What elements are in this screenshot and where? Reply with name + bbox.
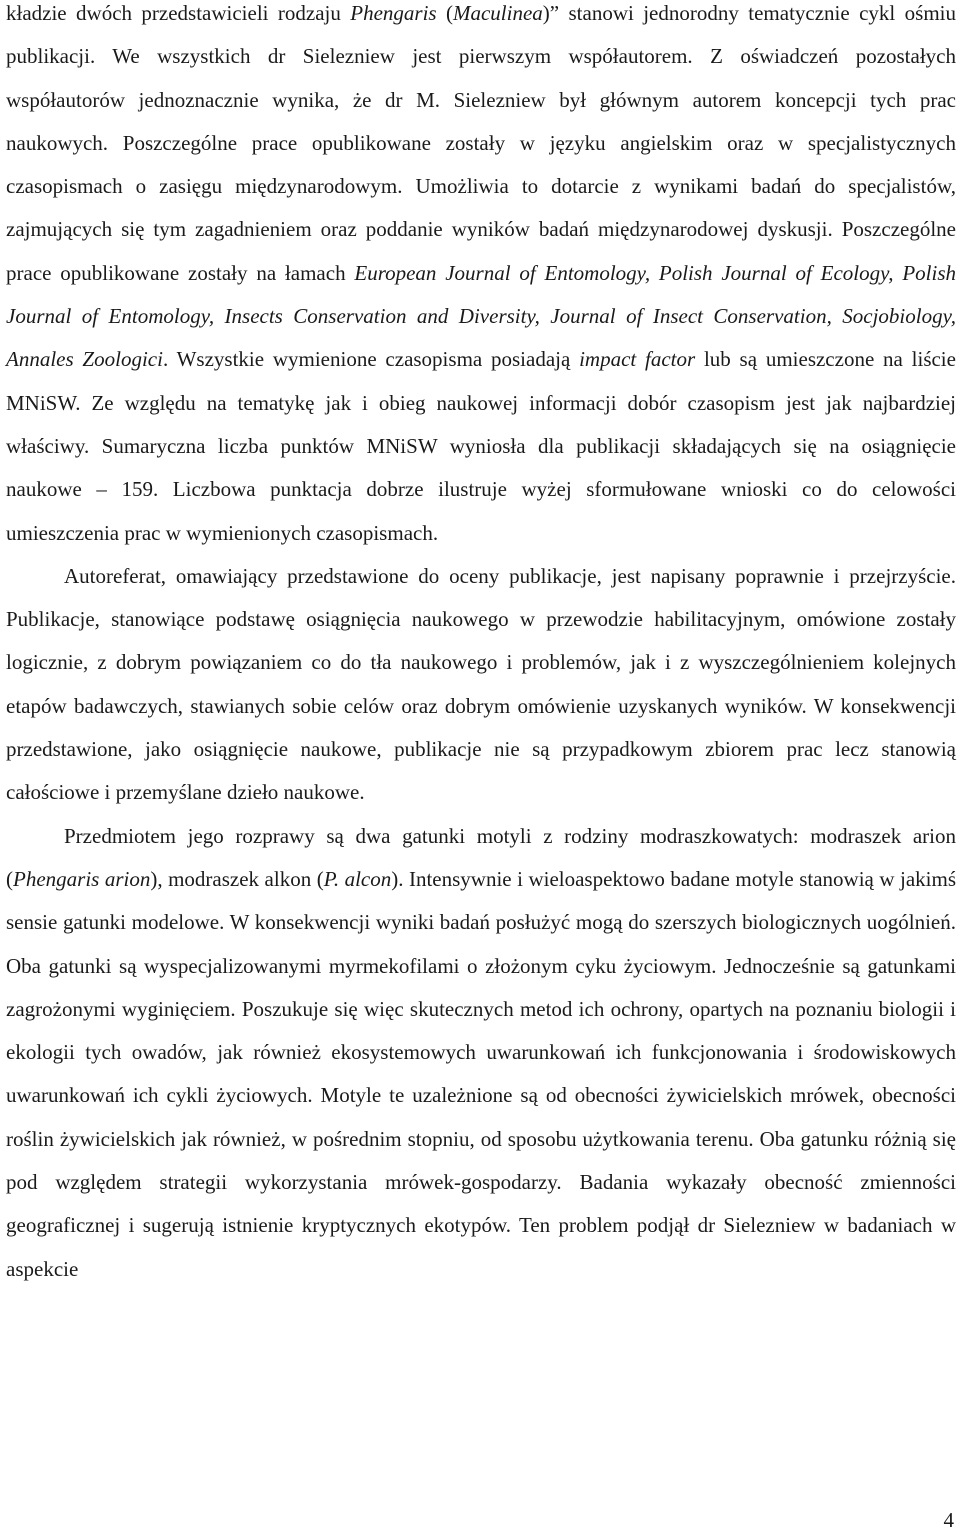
text-run: ( [436, 1, 453, 25]
text-run: Przedmiotem jego rozprawy są dwa gatunki motyli z rodziny modraszkowatych: modraszek arion ( [6, 823, 956, 891]
text-run: kładzie dwóch przedstawicieli rodzaju [6, 1, 351, 25]
text-run: . Wszystkie wymienione czasopisma posiadają [162, 347, 580, 372]
italic-run: European Journal of Entomology, Polish Journal of Ecology, Polish Journal of Entomology, Insects Conservation and Diversity, Journal of Insect Conservation, Socjobiology, Annales Zoologici [6, 260, 956, 372]
italic-run: impact factor [579, 347, 696, 372]
document-page [6, 0, 956, 1291]
italic-run: Maculinea [452, 1, 543, 25]
text-run: ). Intensywnie i wieloaspektowo badane motyle stanowią w jakimś sensie gatunki modelowe. W konsekwencji wyniki badań posłużyć mogą do szerszych biologicznych uogólnień. Oba gatunki są wyspecjalizowanymi myrmekofilami o złożonym cyku życiowym. Jednocześnie są gatunkami zagrożonymi wyginięciem. Poszukuje się więc skutecznych metod ich ochrony, opartych na poznaniu biologii i ekologii tych owadów, jak również ekosystemowych uwarunkowań ich funkcjonowania i środowiskowych uwarunkowań ich cykli życiowych. Motyle te uzależnione są od obecności żywicielskich mrówek, obecności roślin żywicielskich jak również, w pośrednim stopniu, od sposobu użytkowania terenu. Oba gatunku różnią się pod względem strategii wykorzystania mrówek-gospodarzy. Badania wykazały obecność zmienności geograficznej i sugerują istnienie kryptycznych ekotypów. Ten problem podjął dr Sielezniew w badaniach w aspekcie [6, 866, 957, 1281]
paragraph-p2 [6, 555, 956, 815]
paragraph-p3 [6, 815, 956, 1291]
text-run: lub są umieszczone na liście MNiSW. Ze względu na tematykę jak i obieg naukowej informacji dobór czasopism jest jak najbardziej właściwy. Sumaryczna liczba punktów MNiSW wyniosła dla publikacji składających się na osiągnięcie naukowe – 159. Liczbowa punktacja dobrze ilustruje wyżej sformułowane wnioski co do celowości umieszczenia prac w wymienionych czasopismach. [6, 347, 956, 545]
paragraph-p1 [6, 0, 956, 555]
page-number: 4 [943, 1508, 954, 1532]
body-text [6, 0, 956, 1291]
text-run: ), modraszek alkon ( [150, 866, 324, 891]
text-run: Autoreferat, omawiający przedstawione do oceny publikacje, jest napisany poprawnie i przejrzyście. Publikacje, stanowiące podstawę osiągnięcia naukowego w przewodzie habilitacyjnym, omówione zostały logicznie, z dobrym powiązaniem co do tła naukowego i problemów, jak i z wyszczególnieniem kolejnych etapów badawczych, stawianych sobie celów oraz dobrym omówienie uzyskanych wyników. W konsekwencji przedstawione, jako osiągnięcie naukowe, publikacje nie są przypadkowym zbiorem prac lecz stanowią całościowe i przemyślane dzieło naukowe. [6, 563, 956, 805]
text-run: )” stanowi jednorodny tematycznie cykl ośmiu publikacji. We wszystkich dr Sielezniew jest pierwszym współautorem. Z oświadczeń pozostałych współautorów jednoznacznie wynika, że dr M. Sielezniew był głównym autorem koncepcji tych prac naukowych. Poszczególne prace opublikowane zostały w języku angielskim oraz w specjalistycznych czasopismach o zasięgu międzynarodowym. Umożliwia to dotarcie z wynikami badań do specjalistów, zajmujących się tym zagadnieniem oraz poddanie wyników badań międzynarodowej dyskusji. Poszczególne prace opublikowane zostały na łamach [6, 1, 956, 285]
italic-run: P. alcon [323, 866, 392, 891]
italic-run: Phengaris arion [13, 866, 151, 891]
italic-run: Phengaris [350, 1, 437, 25]
